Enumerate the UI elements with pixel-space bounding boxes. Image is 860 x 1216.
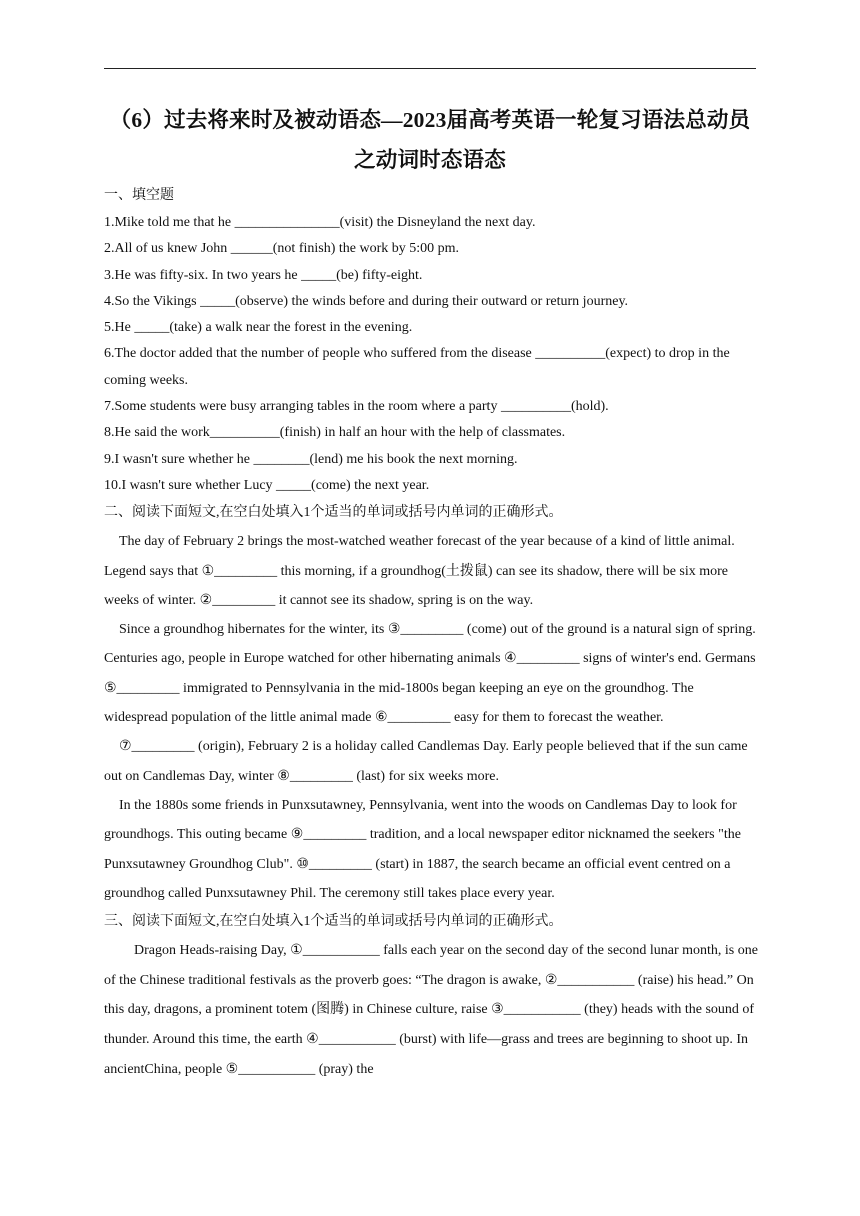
question-item: 7.Some students were busy arranging tables in the room where a party __________(hold). bbox=[104, 399, 609, 415]
title-line-2: 之动词时态语态 bbox=[354, 148, 506, 172]
section-3-heading: 三、阅读下面短文,在空白处填入1个适当的单词或括号内单词的正确形式。 bbox=[104, 914, 563, 930]
section-2-heading: 二、阅读下面短文,在空白处填入1个适当的单词或括号内单词的正确形式。 bbox=[104, 505, 563, 521]
passage-paragraph: In the 1880s some friends in Punxsutawney, Pennsylvania, went into the woods on Candlemas Day to look for groundhogs. This outing became ⑨_________ tradition, and a local newspaper editor nicknamed the seekers "the Punxsutawney Groundhog Club". ⑩_________ (start) in 1887, the search became an official event centred on a groundhog called Punxsutawney Phil. The ceremony still takes place every year. bbox=[104, 797, 741, 901]
question-item: 6.The doctor added that the number of people who suffered from the disease __________(expect) to drop in the coming weeks. bbox=[104, 346, 730, 388]
groundhog-passage bbox=[104, 527, 774, 908]
dragon-passage bbox=[104, 936, 774, 1084]
question-item: 4.So the Vikings _____(observe) the winds before and during their outward or return journey. bbox=[104, 293, 629, 309]
question-item: 10.I wasn't sure whether Lucy _____(come) the next year. bbox=[104, 477, 430, 493]
question-item: 1.Mike told me that he _______________(visit) the Disneyland the next day. bbox=[104, 215, 536, 230]
passage-paragraph: Dragon Heads-raising Day, ①___________ falls each year on the second day of the second lunar month, is one of the Chinese traditional festivals as the proverb goes: “The dragon is awake, ②___________ (raise) his head.” On this day, dragons, a prominent totem (图腾) in Chinese culture, raise ③___________ (they) heads with the sound of thunder. Around this time, the earth ④___________ (burst) with life—grass and trees are beginning to shoot up. In ancientChina, people ⑤___________ (pray) the bbox=[104, 943, 758, 1077]
title-line-1: （6）过去将来时及被动语态—2023届高考英语一轮复习语法总动员 bbox=[109, 108, 751, 132]
document-body bbox=[104, 182, 774, 1084]
question-item: 5.He _____(take) a walk near the forest in the evening. bbox=[104, 320, 413, 336]
question-item: 2.All of us knew John ______(not finish) the work by 5:00 pm. bbox=[104, 241, 460, 257]
question-item: 9.I wasn't sure whether he ________(lend) me his book the next morning. bbox=[104, 451, 518, 467]
question-item: 8.He said the work__________(finish) in half an hour with the help of classmates. bbox=[104, 425, 566, 441]
passage-paragraph: ⑦_________ (origin), February 2 is a holiday called Candlemas Day. Early people believed that if the sun came out on Candlemas Day, winter ⑧_________ (last) for six weeks more. bbox=[104, 739, 748, 784]
page-title bbox=[104, 100, 756, 180]
question-item: 3.He was fifty-six. In two years he _____(be) fifty-eight. bbox=[104, 267, 423, 283]
header-rule bbox=[104, 68, 756, 69]
fill-in-questions bbox=[104, 210, 774, 499]
section-1-heading: 一、填空题 bbox=[104, 188, 174, 203]
passage-paragraph: The day of February 2 brings the most-watched weather forecast of the year because of a kind of little animal. Legend says that ①_________ this morning, if a groundhog(土拨鼠) can see its shadow, there will be six more weeks of winter. ②_________ it cannot see its shadow, spring is on the way. bbox=[104, 534, 735, 608]
passage-paragraph: Since a groundhog hibernates for the winter, its ③_________ (come) out of the ground is a natural sign of spring. Centuries ago, people in Europe watched for other hibernating animals ④_________ signs of winter's end. Germans ⑤_________ immigrated to Pennsylvania in the mid-1800s began keeping an eye on the groundhog. The widespread population of the little animal made ⑥_________ easy for them to forecast the weather. bbox=[104, 622, 756, 726]
